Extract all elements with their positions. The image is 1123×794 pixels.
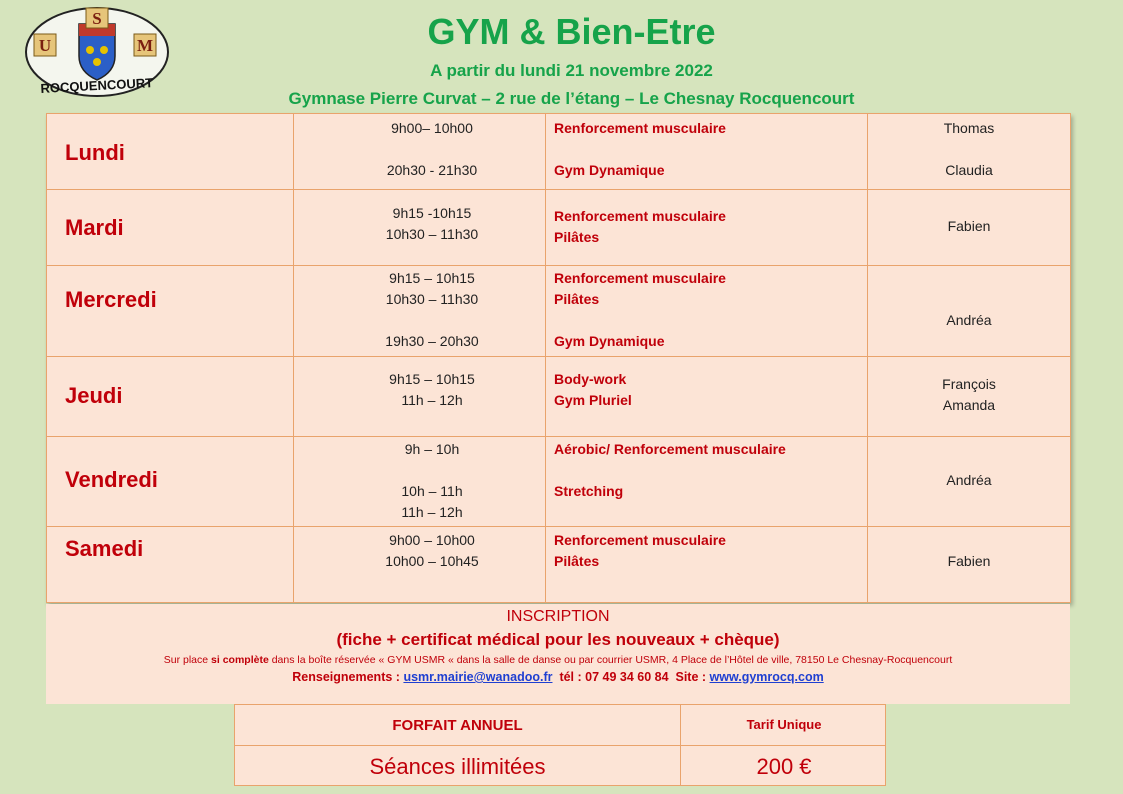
contact-line bbox=[46, 670, 1070, 684]
time-slots: 9h15 -10h15 10h30 – 11h30 bbox=[385, 205, 479, 242]
day-label: Samedi bbox=[65, 536, 144, 561]
table-row bbox=[47, 114, 1070, 190]
coaches: Fabien bbox=[947, 553, 991, 569]
activities: Aérobic/ Renforcement musculaire Stretching bbox=[554, 441, 786, 499]
table-row bbox=[47, 266, 1070, 357]
svg-text:U: U bbox=[38, 36, 52, 55]
table-row bbox=[47, 527, 1070, 602]
day-label: Vendredi bbox=[65, 467, 158, 492]
svg-text:S: S bbox=[92, 9, 102, 28]
inscription-details: Sur place si complète dans la boîte réservée « GYM USMR « dans la salle de danse ou par courrier USMR, 4 Place de l’Hôtel de ville, 78150 Le Chesnay-Rocquencourt bbox=[163, 654, 953, 666]
phone: tél : 07 49 34 60 84 bbox=[559, 670, 669, 684]
table-row bbox=[47, 437, 1070, 527]
table-row bbox=[47, 190, 1070, 266]
activities: Renforcement musculaire Pilâtes bbox=[554, 532, 726, 569]
time-slots: 9h00– 10h00 20h30 - 21h30 bbox=[386, 120, 478, 178]
location: Gymnase Pierre Curvat – 2 rue de l’étang – Le Chesnay Rocquencourt bbox=[288, 89, 855, 108]
coaches: Andréa bbox=[946, 472, 992, 488]
schedule-table bbox=[46, 113, 1071, 603]
email-link[interactable]: usmr.mairie@wanadoo.fr bbox=[403, 670, 553, 684]
pricing-header-left: FORFAIT ANNUEL bbox=[392, 717, 523, 734]
page-title: GYM & Bien-Etre bbox=[427, 11, 716, 52]
inscription-panel bbox=[46, 604, 1070, 704]
coaches: François Amanda bbox=[942, 376, 996, 413]
pricing-offer: Séances illimitées bbox=[369, 754, 546, 779]
coaches: Thomas Claudia bbox=[943, 120, 995, 178]
pricing-price: 200 € bbox=[756, 754, 812, 779]
coaches: Fabien bbox=[947, 218, 991, 234]
time-slots: 9h15 – 10h15 10h30 – 11h30 19h30 – 20h30 bbox=[385, 270, 479, 349]
pricing-table bbox=[234, 704, 886, 786]
inscription-requirements: (fiche + certificat médical pour les nouveaux + chèque) bbox=[336, 630, 780, 649]
activities: Body-work Gym Pluriel bbox=[554, 371, 632, 408]
day-label: Mardi bbox=[65, 215, 124, 240]
activities: Renforcement musculaire Gym Dynamique bbox=[554, 120, 726, 178]
activities: Renforcement musculaire Pilâtes Gym Dynamique bbox=[554, 270, 726, 349]
inscription-heading: INSCRIPTION bbox=[506, 608, 610, 625]
coaches: Andréa bbox=[946, 312, 992, 328]
time-slots: 9h15 – 10h15 11h – 12h bbox=[389, 371, 475, 408]
site-link[interactable]: www.gymrocq.com bbox=[709, 670, 824, 684]
table-row bbox=[47, 357, 1070, 437]
site-label: Site : bbox=[675, 670, 707, 684]
day-label: Lundi bbox=[65, 140, 125, 165]
day-label: Mercredi bbox=[65, 287, 157, 312]
svg-text:M: M bbox=[136, 36, 154, 55]
start-date: A partir du lundi 21 novembre 2022 bbox=[430, 61, 713, 80]
time-slots: 9h – 10h 10h – 11h 11h – 12h bbox=[401, 441, 463, 520]
time-slots: 9h00 – 10h00 10h00 – 10h45 bbox=[385, 532, 479, 569]
svg-text:ROCQUENCOURT: ROCQUENCOURT bbox=[40, 75, 154, 96]
activities: Renforcement musculaire Pilâtes bbox=[554, 208, 726, 245]
pricing-header-right: Tarif Unique bbox=[746, 717, 822, 732]
contact-label: Renseignements : bbox=[292, 670, 400, 684]
day-label: Jeudi bbox=[65, 383, 123, 408]
